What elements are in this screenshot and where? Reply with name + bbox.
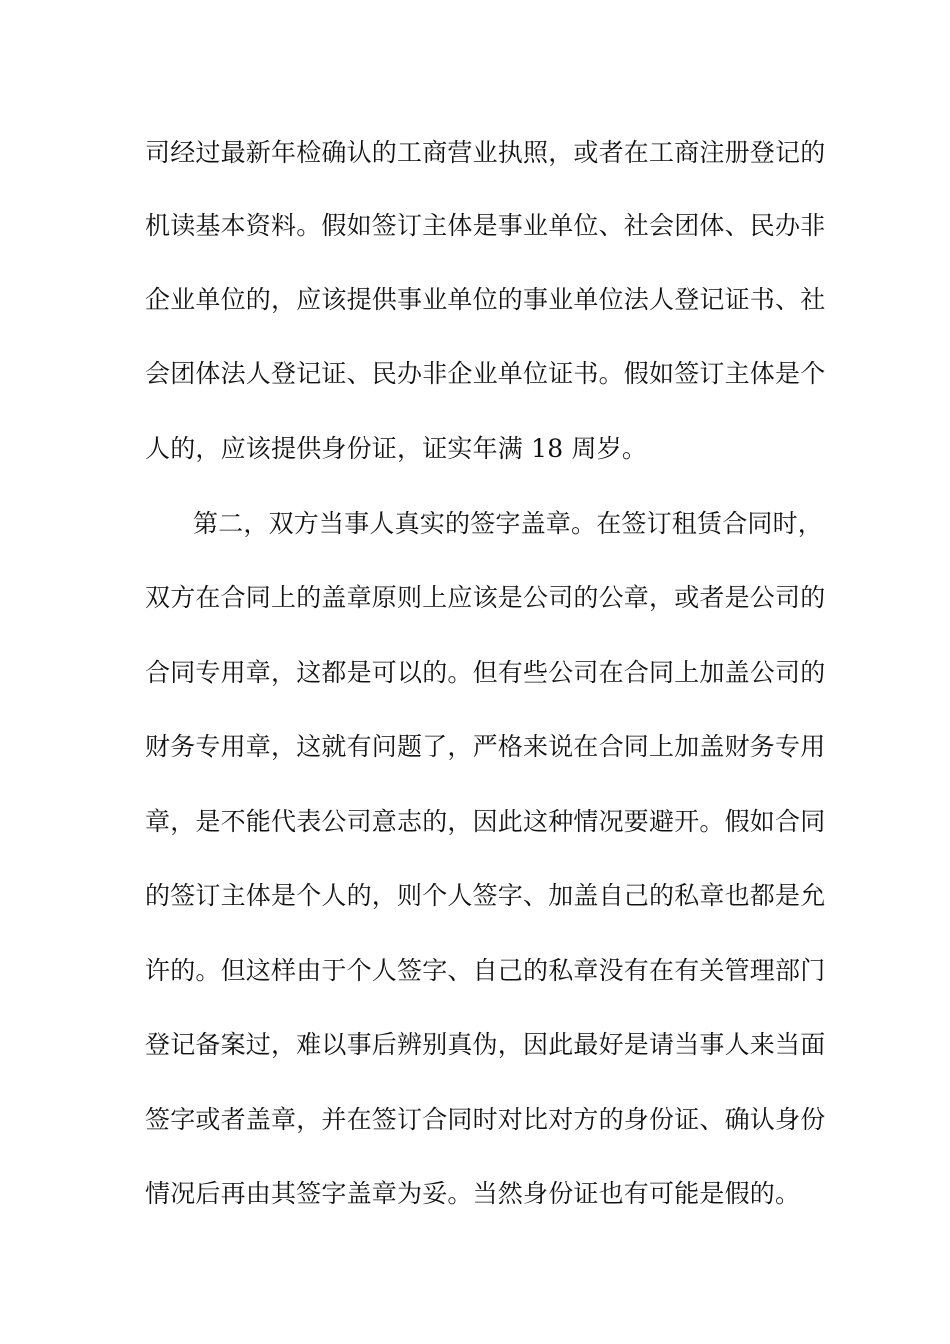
text-line: 双方在合同上的盖章原则上应该是公司的公章，或者是公司的 xyxy=(145,583,826,612)
text-line: 许的。但这样由于个人签字、自己的私章没有在有关管理部门 xyxy=(145,956,826,985)
text-line: 章，是不能代表公司意志的，因此这种情况要避开。假如合同 xyxy=(145,807,826,836)
paragraph-first-line: 第二，双方当事人真实的签字盖章。在签订租赁合同时， xyxy=(193,509,824,538)
text-line: 机读基本资料。假如签订主体是事业单位、社会团体、民办非 xyxy=(145,211,826,240)
text-line: 的签订主体是个人的，则个人签字、加盖自己的私章也都是允 xyxy=(145,881,826,910)
text-line: 合同专用章，这都是可以的。但有些公司在合同上加盖公司的 xyxy=(145,658,826,687)
text-line: 司经过最新年检确认的工商营业执照，或者在工商注册登记的 xyxy=(145,138,826,167)
text-line: 登记备案过，难以事后辨别真伪，因此最好是请当事人来当面 xyxy=(145,1030,826,1059)
text-line: 企业单位的，应该提供事业单位的事业单位法人登记证书、社 xyxy=(145,285,826,314)
text-line: 人的，应该提供身份证，证实年满 18 周岁。 xyxy=(145,434,648,463)
text-line: 情况后再由其签字盖章为妥。当然身份证也有可能是假的。 xyxy=(145,1179,801,1208)
text-line: 签字或者盖章，并在签订合同时对比对方的身份证、确认身份 xyxy=(145,1105,826,1134)
text-line: 会团体法人登记证、民办非企业单位证书。假如签订主体是个 xyxy=(145,359,826,388)
text-line: 财务专用章，这就有问题了，严格来说在合同上加盖财务专用 xyxy=(145,732,826,761)
